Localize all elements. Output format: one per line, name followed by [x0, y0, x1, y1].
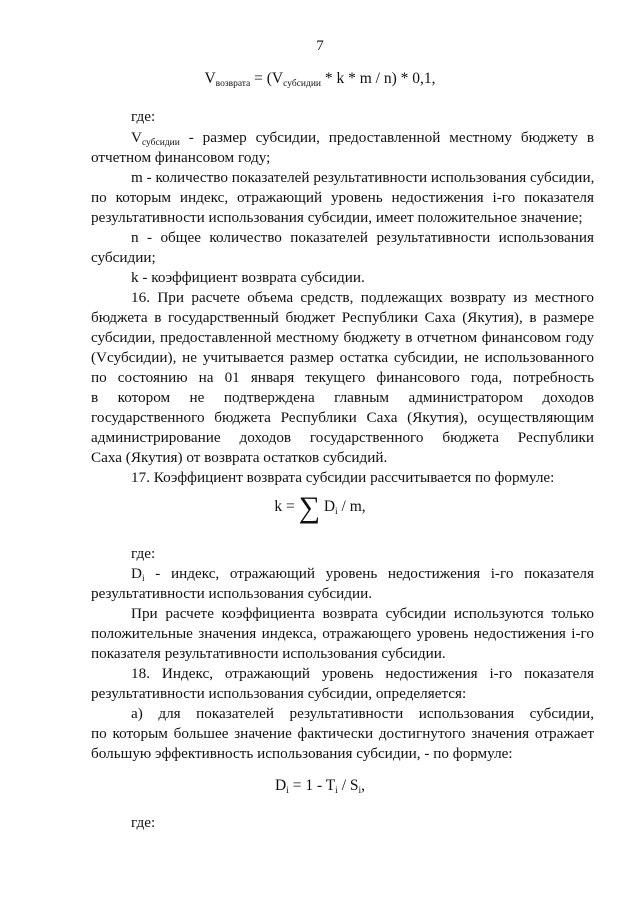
formula-subscript: i — [358, 786, 362, 796]
formula-text: , — [361, 777, 366, 794]
text-line: в котором не подтверждена главным администратором доходов — [91, 389, 594, 406]
text-line: n - общее количество показателей результативности использования — [131, 229, 594, 246]
text-line: администрирование доходов государственного бюджета Республики — [91, 429, 594, 446]
formula-text: * k * m / n) * 0,1, — [321, 70, 436, 87]
formula-subscript: i — [286, 786, 289, 796]
text-line: m - количество показателей результативности использования субсидии, — [131, 169, 595, 186]
symbol: V — [131, 129, 142, 146]
text-line: (Vсубсидии), не учитывается размер остатка субсидии, не использованного — [91, 349, 594, 366]
sum-sign: ∑ — [298, 491, 320, 524]
where-label: где: — [131, 108, 156, 125]
symbol-subscript: i — [141, 574, 145, 584]
text-line: отчетном финансовом году; — [91, 149, 271, 166]
text-line: показателя результативности использования субсидии. — [91, 645, 446, 662]
text-line: по состоянию на 01 января текущего финансового года, потребность — [91, 369, 594, 386]
text-line: 18. Индекс, отражающий уровень недостижения i-го показателя — [131, 665, 594, 682]
text-line: 16. При расчете объема средств, подлежащих возврату из местного — [131, 289, 594, 306]
text-line: k - коэффициент возврата субсидии. — [131, 269, 365, 286]
formula-subscript: возврата — [215, 79, 251, 89]
text-line: государственного бюджета Республики Саха (Якутия), осуществляющим — [91, 409, 594, 426]
text-line: положительные значения индекса, отражающего уровень недостижения i-го — [91, 625, 594, 642]
text-line: по которым индекс, отражающий уровень недостижения i-го показателя — [91, 189, 594, 206]
text-line: по которым большее значение фактически достигнутого значения отражает — [91, 725, 594, 742]
formula-symbol: D — [319, 498, 336, 515]
formula-text: / S — [337, 777, 359, 794]
definition-text: - индекс, отражающий уровень недостижения i-го показателя — [144, 565, 594, 582]
text-line: а) для показателей результативности использования субсидии, — [131, 705, 594, 722]
formula-text: = (V — [250, 70, 284, 87]
text-line: бюджета в государственный бюджет Республики Саха (Якутия), в размере — [91, 309, 594, 326]
definition-text: - размер субсидии, предоставленной местному бюджету в — [179, 129, 594, 146]
symbol-subscript: субсидии — [141, 138, 180, 148]
symbol: D — [131, 565, 142, 582]
formula-symbol: D — [274, 777, 287, 794]
formula-subscript: i — [335, 786, 338, 796]
formula-text: k = — [274, 498, 299, 515]
where-label: где: — [131, 814, 156, 831]
formula-subscript: i — [335, 507, 338, 517]
formula-text: = 1 - T — [288, 777, 336, 794]
text-line: результативности использования субсидии. — [91, 585, 373, 602]
formula-subscript: субсидии — [283, 79, 321, 89]
text-line: результативности использования субсидии, имеет положительное значение; — [91, 209, 583, 226]
text-line: 17. Коэффициент возврата субсидии рассчитывается по формуле: — [131, 469, 555, 486]
page-number: 7 — [316, 38, 324, 54]
where-label: где: — [131, 545, 156, 562]
text-line: большую эффективность использования субсидии, - по формуле: — [91, 745, 513, 762]
formula-text: / m, — [337, 498, 366, 515]
formula-k — [0, 491, 640, 524]
formula-symbol: V — [204, 70, 216, 87]
text-line: При расчете коэффициента возврата субсидии используются только — [131, 605, 594, 622]
formula-d — [0, 777, 640, 795]
text-line: субсидии; — [91, 249, 156, 266]
formula-v-return — [0, 70, 640, 88]
d-definition — [131, 564, 594, 584]
text-line: субсидии, предоставленной местному бюджету в отчетном финансовом году — [91, 329, 594, 346]
v-definition — [131, 128, 594, 148]
text-line: Саха (Якутия) от возврата остатков субсидий. — [91, 449, 388, 466]
text-line: результативности использования субсидии, определяется: — [91, 685, 467, 702]
